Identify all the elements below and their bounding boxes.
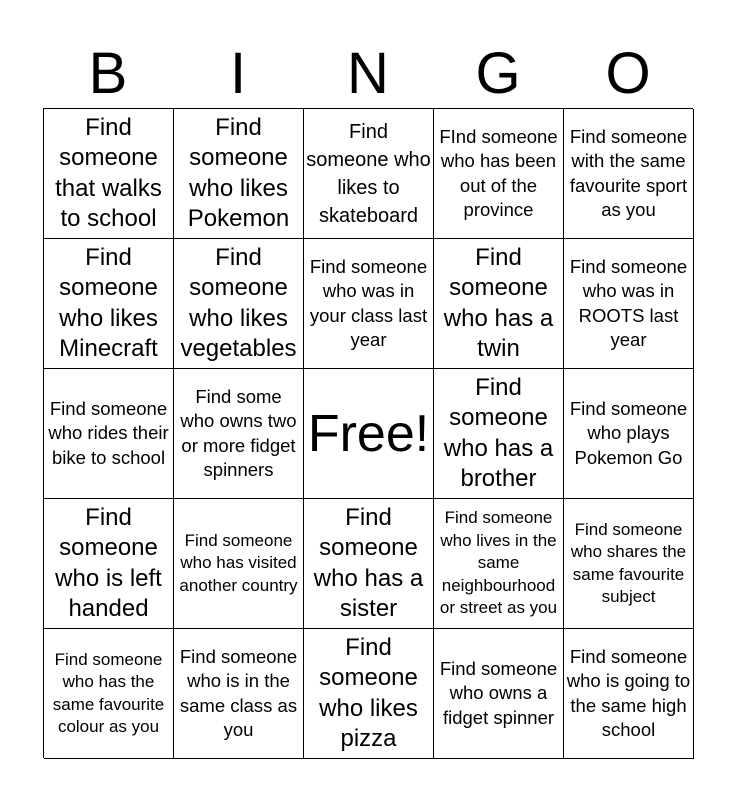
header-letter-b: B [88, 41, 128, 106]
bingo-cell[interactable]: Find someone with the same favourite sport as you [564, 109, 694, 239]
bingo-cell[interactable]: Find someone who likes pizza [304, 629, 434, 759]
bingo-header [43, 40, 693, 108]
bingo-cell[interactable]: Find someone who likes vegetables [174, 239, 304, 369]
bingo-cell[interactable]: Find someone who is in the same class as you [174, 629, 304, 759]
bingo-cell[interactable]: FInd someone who has been out of the province [434, 109, 564, 239]
bingo-cell[interactable]: Find someone who plays Pokemon Go [564, 369, 694, 499]
bingo-cell[interactable]: Find someone who rides their bike to school [44, 369, 174, 499]
header-letter-g: G [475, 41, 521, 106]
bingo-cell[interactable]: Find someone who lives in the same neighbourhood or street as you [434, 499, 564, 629]
bingo-cell[interactable]: Find someone who likes to skateboard [304, 109, 434, 239]
free-space[interactable]: Free! [304, 369, 434, 499]
header-letter-o: O [605, 41, 651, 106]
bingo-grid [43, 108, 693, 758]
bingo-cell[interactable]: Find someone who owns a fidget spinner [434, 629, 564, 759]
bingo-cell[interactable]: Find someone who was in your class last year [304, 239, 434, 369]
bingo-cell[interactable]: Find someone who is left handed [44, 499, 174, 629]
bingo-cell[interactable]: Find someone who has the same favourite colour as you [44, 629, 174, 759]
header-letter-i: I [229, 41, 247, 106]
bingo-cell[interactable]: Find someone who likes Pokemon [174, 109, 304, 239]
bingo-cell[interactable]: Find someone who has a brother [434, 369, 564, 499]
bingo-cell[interactable]: Find someone that walks to school [44, 109, 174, 239]
bingo-cell[interactable]: Find someone who is going to the same high school [564, 629, 694, 759]
bingo-cell[interactable]: Find someone who shares the same favourite subject [564, 499, 694, 629]
bingo-cell[interactable]: Find someone who has visited another country [174, 499, 304, 629]
header-letter-n: N [347, 41, 389, 106]
bingo-cell[interactable]: Find someone who was in ROOTS last year [564, 239, 694, 369]
bingo-cell[interactable]: Find someone who has a sister [304, 499, 434, 629]
bingo-cell[interactable]: Find someone who has a twin [434, 239, 564, 369]
bingo-cell[interactable]: Find someone who likes Minecraft [44, 239, 174, 369]
bingo-cell[interactable]: Find some who owns two or more fidget spinners [174, 369, 304, 499]
